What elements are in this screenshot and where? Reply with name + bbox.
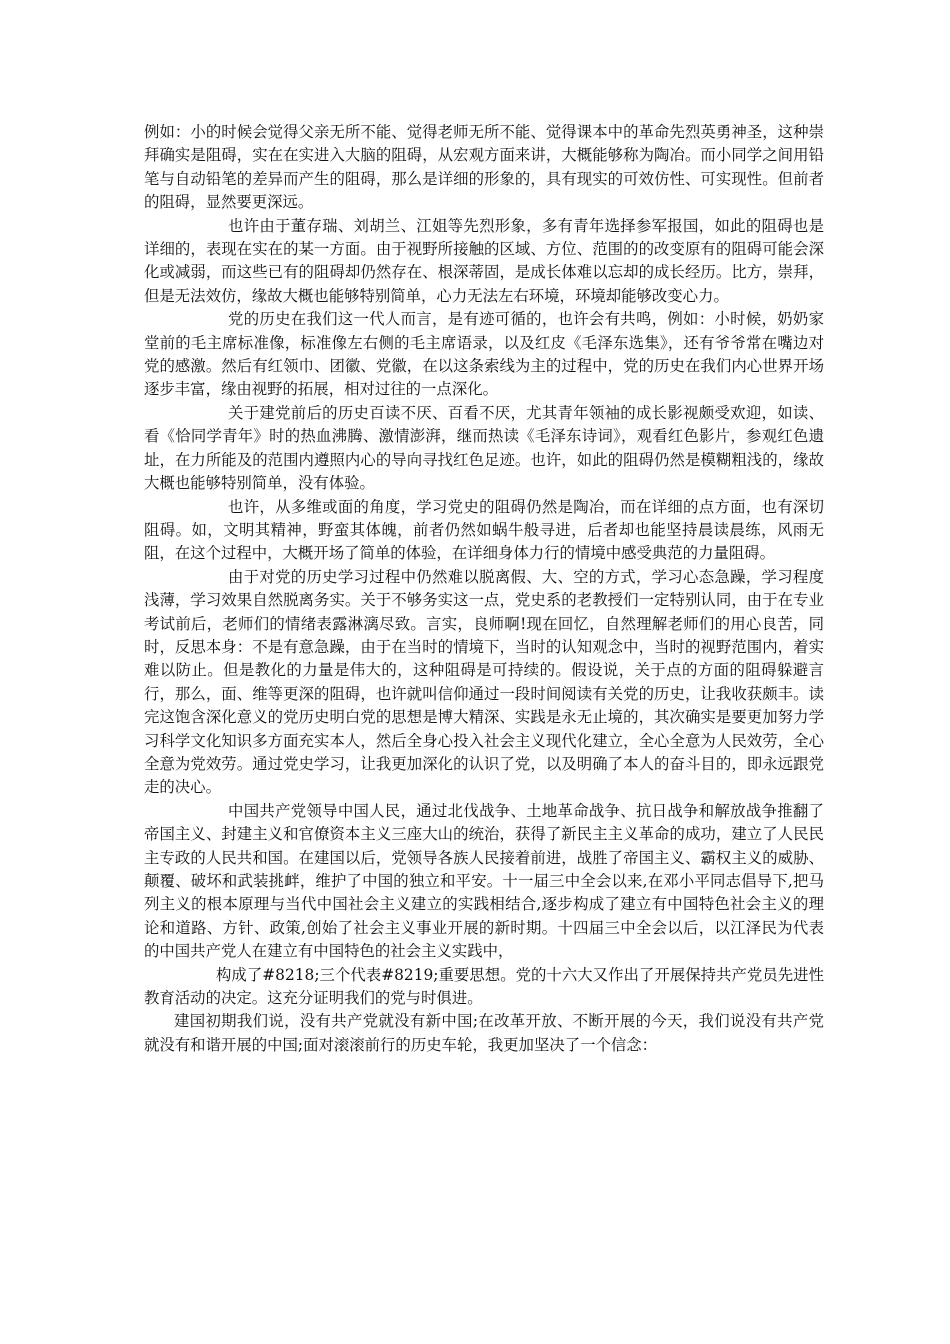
paragraph-9: 建国初期我们说，没有共产党就没有新中国;在改革开放、不断开展的今天，我们说没有共产党就没有和谐开展的中国;面对滚滚前行的历史车轮，我更加坚决了一个信念： xyxy=(144,1012,824,1054)
paragraph-7: 中国共产党领导中国人民，通过北伐战争、土地革命战争、抗日战争和解放战争推翻了帝国主义、封建主义和官僚资本主义三座大山的统治，获得了新民主主义革命的成功，建立了人民民主专政的人民共和国。在建国以后，党领导各族人民接着前进，战胜了帝国主义、霸权主义的威胁、颠覆、破坏和武装挑衅，维护了中国的独立和平安。十一届三中全会以来,在邓小平同志倡导下,把马列主义的根本原理与当代中国社会主义建立的实践相结合,逐步构成了建立有中国特色社会主义的理论和道路、方针、政策,创始了社会主义事业开展的新时期。十四届三中全会以后，以江泽民为代表的中国共产党人在建立有中国特色的社会主义实践中， xyxy=(144,801,824,961)
document-body xyxy=(144,121,824,1057)
paragraph-1: 例如：小的时候会觉得父亲无所不能、觉得老师无所不能、觉得课本中的革命先烈英勇神圣，这种崇拜确实是阻碍，实在在实进入大脑的阻碍，从宏观方面来讲，大概能够称为陶冶。而小同学之间用铅笔与自动铅笔的差异而产生的阻碍，那么是详细的形象的，具有现实的可效仿性、可实现性。但前者的阻碍，显然要更深远。 xyxy=(144,123,824,212)
paragraph-3: 党的历史在我们这一代人而言，是有迹可循的，也许会有共鸣，例如：小时候，奶奶家堂前的毛主席标准像，标准像左右侧的毛主席语录，以及红皮《毛泽东选集》，还有爷爷常在嘴边对党的感激。然后有红领巾、团徽、党徽，在以这条索线为主的过程中，党的历史在我们内心世界开场逐步丰富，缘由视野的拓展，相对过往的一点深化。 xyxy=(144,310,824,399)
paragraph-5: 也许，从多维或面的角度，学习党史的阻碍仍然是陶冶，而在详细的点方面，也有深切阻碍。如，文明其精神，野蛮其体魄，前者仍然如蜗牛般寻进，后者却也能坚持晨读晨练，风雨无阻，在这个过程中，大概开场了简单的体验，在详细身体力行的情境中感受典范的力量阻碍。 xyxy=(144,497,824,563)
paragraph-6: 由于对党的历史学习过程中仍然难以脱离假、大、空的方式，学习心态急躁，学习程度浅薄，学习效果自然脱离务实。关于不够务实这一点，党史系的老教授们一定特别认同，由于在专业考试前后，老师们的情绪表露淋漓尽致。言实，良师啊!现在回忆，自然理解老师们的用心良苦，同时，反思本身：不是有意急躁，由于在当时的情境下，当时的认知观念中，当时的视野范围内，着实难以防止。但是教化的力量是伟大的，这种阻碍是可持续的。假设说，关于点的方面的阻碍躲避言行，那么，面、维等更深的阻碍，也许就叫信仰通过一段时间阅读有关党的历史，让我收获颇丰。读完这饱含深化意义的党历史明白党的思想是博大精深、实践是永无止境的，其次确实是要更加努力学习科学文化知识多方面充实本人，然后全身心投入社会主义现代化建立，全心全意为人民效劳，全心全意为党效劳。通过党史学习，让我更加深化的认识了党，以及明确了本人的奋斗目的，即永远跟党走的决心。 xyxy=(144,567,824,797)
paragraph-8: 构成了#8218;三个代表#8219;重要思想。党的十六大又作出了开展保持共产党员先进性教育活动的决定。这充分证明我们的党与时俱进。 xyxy=(144,965,824,1008)
paragraph-4: 关于建党前后的历史百读不厌、百看不厌，尤其青年领袖的成长影视颇受欢迎，如读、看《恰同学青年》时的热血沸腾、激情澎湃，继而热读《毛泽东诗词》，观看红色影片，参观红色遗址，在力所能及的范围内遵照内心的导向寻找红色足迹。也许，如此的阻碍仍然是模糊粗浅的，缘故大概也能够特别简单，没有体验。 xyxy=(144,403,824,493)
paragraph-2: 也许由于董存瑞、刘胡兰、江姐等先烈形象，多有青年选择参军报国，如此的阻碍也是详细的，表现在实在的某一方面。由于视野所接触的区域、方位、范围的的改变原有的阻碍可能会深化或减弱，而这些已有的阻碍却仍然存在、根深蒂固，是成长体难以忘却的成长经历。比方，崇拜，但是无法效仿，缘故大概也能够特别简单，心力无法左右环境，环境却能够改变心力。 xyxy=(144,216,824,305)
